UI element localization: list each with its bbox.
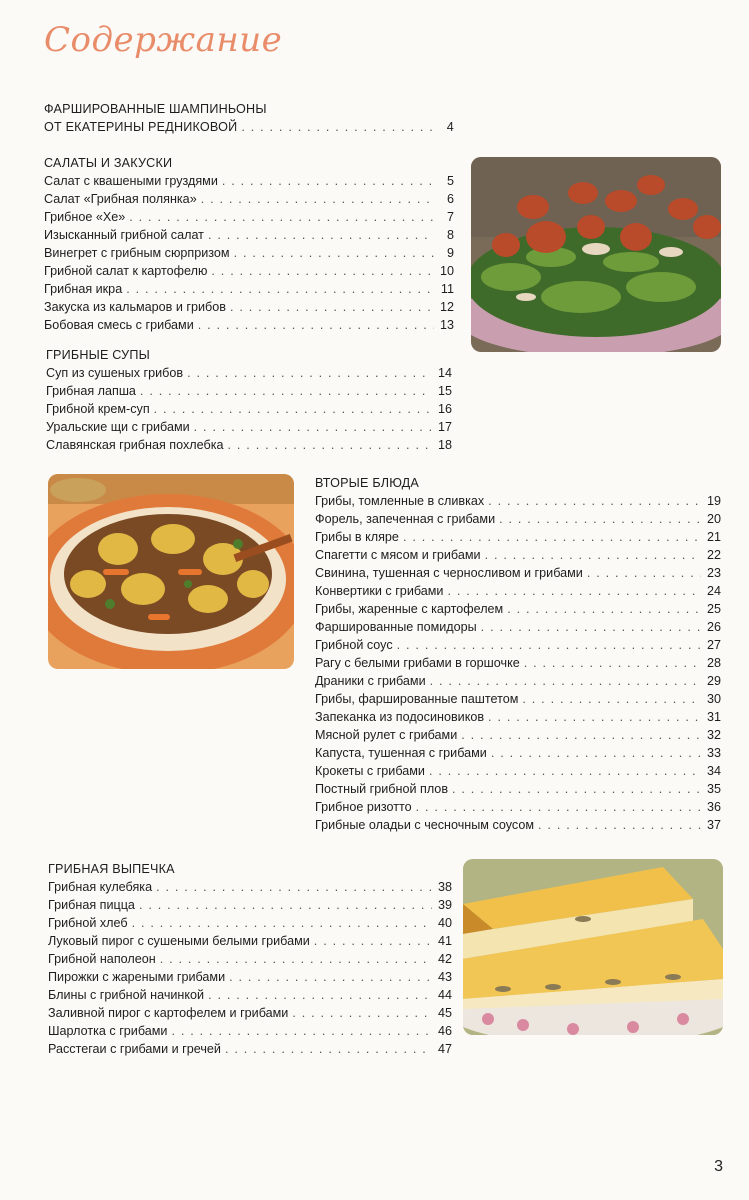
- dot-leader: [430, 672, 701, 690]
- dot-leader: [587, 564, 701, 582]
- page-ref: 21: [706, 530, 721, 544]
- dot-leader: [416, 798, 701, 816]
- dot-leader: [211, 262, 434, 280]
- dot-leader: [507, 600, 701, 618]
- dot-leader: [171, 1022, 432, 1040]
- dot-leader: [397, 636, 701, 654]
- page-ref: 46: [437, 1024, 452, 1038]
- dot-leader: [132, 914, 432, 932]
- entry-title: Грибы, жаренные с картофелем: [315, 602, 504, 616]
- page-ref: 28: [706, 656, 721, 670]
- entry-title: Грибное ризотто: [315, 800, 412, 814]
- page-ref: 26: [706, 620, 721, 634]
- page-ref: 35: [706, 782, 721, 796]
- toc-entry[interactable]: [44, 316, 454, 334]
- dot-leader: [403, 528, 701, 546]
- page-ref: 45: [437, 1006, 452, 1020]
- toc-entry[interactable]: [315, 600, 721, 618]
- entry-title: Грибной крем-суп: [46, 402, 150, 416]
- toc-section-soups: [46, 346, 452, 454]
- toc-entry[interactable]: [315, 690, 721, 708]
- page-ref: 5: [446, 174, 454, 188]
- page-ref: 37: [706, 818, 721, 832]
- entry-title: Конвертики с грибами: [315, 584, 444, 598]
- entry-title: Луковый пирог с сушеными белыми грибами: [48, 934, 310, 948]
- toc-entry[interactable]: [44, 244, 454, 262]
- dot-leader: [194, 418, 432, 436]
- dot-leader: [485, 546, 701, 564]
- page-ref: 38: [437, 880, 452, 894]
- toc-entry[interactable]: [44, 262, 454, 280]
- page-ref: 19: [706, 494, 721, 508]
- entry-title: Бобовая смесь с грибами: [44, 318, 194, 332]
- toc-section-bakery: [48, 860, 452, 1058]
- section-heading: ВТОРЫЕ БЛЮДА: [315, 476, 419, 490]
- dot-leader: [488, 492, 701, 510]
- entry-title: Грибы в кляре: [315, 530, 399, 544]
- entry-title: Постный грибной плов: [315, 782, 449, 796]
- toc-entry[interactable]: ОТ ЕКАТЕРИНЫ РЕДНИКОВОЙ . . . 4: [44, 118, 454, 136]
- toc-entry[interactable]: [315, 654, 721, 672]
- page-ref: 29: [706, 674, 721, 688]
- toc-entry[interactable]: [315, 798, 721, 816]
- entry-title: Салат с квашеными груздями: [44, 174, 218, 188]
- toc-entry[interactable]: [315, 672, 721, 690]
- toc-entry[interactable]: [315, 780, 721, 798]
- dot-leader: [447, 582, 701, 600]
- dot-leader: [129, 208, 434, 226]
- entry-title: Грибной наполеон: [48, 952, 156, 966]
- page-ref: 32: [706, 728, 721, 742]
- dot-leader: [491, 744, 701, 762]
- dot-leader: [481, 618, 701, 636]
- toc-entry[interactable]: [44, 190, 454, 208]
- dot-leader: [452, 780, 701, 798]
- page-ref: 6: [446, 192, 454, 206]
- entry-title: Капуста, тушенная с грибами: [315, 746, 487, 760]
- toc-entry[interactable]: [48, 1040, 452, 1058]
- page-ref: 23: [706, 566, 721, 580]
- dot-leader: [229, 968, 432, 986]
- toc-entry[interactable]: [315, 816, 721, 834]
- entry-title: Мясной рулет с грибами: [315, 728, 458, 742]
- dot-leader: [488, 708, 701, 726]
- toc-entry[interactable]: [44, 280, 454, 298]
- page-ref: 22: [706, 548, 721, 562]
- page-ref: 36: [706, 800, 721, 814]
- toc-entry[interactable]: [48, 968, 452, 986]
- section-heading: САЛАТЫ И ЗАКУСКИ: [44, 156, 173, 170]
- salad-photo: [471, 157, 721, 352]
- dot-leader: [234, 244, 434, 262]
- page-number: 3: [714, 1158, 723, 1175]
- toc-entry[interactable]: [315, 510, 721, 528]
- dot-leader: [241, 118, 434, 136]
- toc-entry[interactable]: [48, 914, 452, 932]
- toc-entry[interactable]: [48, 896, 452, 914]
- dot-leader: [499, 510, 701, 528]
- dot-leader: [139, 896, 432, 914]
- toc-section-salads: [44, 154, 454, 334]
- entry-title: Блины с грибной начинкой: [48, 988, 205, 1002]
- toc-entry[interactable]: [48, 878, 452, 896]
- page-ref: 14: [437, 366, 452, 380]
- dot-leader: [140, 382, 432, 400]
- dot-leader: [230, 298, 434, 316]
- dot-leader: [429, 762, 701, 780]
- toc-entry-title-line[interactable]: ФАРШИРОВАННЫЕ ШАМПИНЬОНЫ: [44, 102, 267, 116]
- entry-title: Расстегаи с грибами и гречей: [48, 1042, 221, 1056]
- entry-title: Пирожки с жареными грибами: [48, 970, 226, 984]
- page-ref: 34: [706, 764, 721, 778]
- page-ref: 13: [439, 318, 454, 332]
- entry-title: Грибы, фаршированные паштетом: [315, 692, 519, 706]
- toc-entry[interactable]: [315, 726, 721, 744]
- toc-section-mains: [315, 474, 721, 834]
- entry-title: Фаршированные помидоры: [315, 620, 477, 634]
- toc-entry[interactable]: [315, 762, 721, 780]
- entry-title: Уральские щи с грибами: [46, 420, 190, 434]
- toc-entry[interactable]: [48, 1004, 452, 1022]
- section-heading: ГРИБНАЯ ВЫПЕЧКА: [48, 862, 175, 876]
- entry-title: Грибной салат к картофелю: [44, 264, 208, 278]
- entry-title: Закуска из кальмаров и грибов: [44, 300, 226, 314]
- entry-title: Славянская грибная похлебка: [46, 438, 224, 452]
- dot-leader: [187, 364, 432, 382]
- entry-title: Рагу с белыми грибами в горшочке: [315, 656, 520, 670]
- page-ref: 33: [706, 746, 721, 760]
- dot-leader: [522, 690, 701, 708]
- toc-entry[interactable]: [44, 298, 454, 316]
- page-ref: 4: [446, 120, 454, 134]
- entry-title: Свинина, тушенная с черносливом и грибами: [315, 566, 583, 580]
- dot-leader: [222, 172, 434, 190]
- dot-leader: [154, 400, 432, 418]
- entry-title: Изысканный грибной салат: [44, 228, 204, 242]
- entry-title: Грибы, томленные в сливках: [315, 494, 485, 508]
- entry-title: Драники с грибами: [315, 674, 426, 688]
- toc-entry[interactable]: [315, 618, 721, 636]
- toc-entry[interactable]: [315, 636, 721, 654]
- page-ref: 30: [706, 692, 721, 706]
- dot-leader: [126, 280, 434, 298]
- entry-title: Грибные оладьи с чесночным соусом: [315, 818, 535, 832]
- entry-title: Грибной соус: [315, 638, 393, 652]
- page-ref: 16: [437, 402, 452, 416]
- page-ref: 39: [437, 898, 452, 912]
- page-ref: 25: [706, 602, 721, 616]
- page-ref: 24: [706, 584, 721, 598]
- toc-entry[interactable]: [315, 528, 721, 546]
- dot-leader: [228, 436, 433, 454]
- toc-entry[interactable]: [315, 492, 721, 510]
- dot-leader: [461, 726, 701, 744]
- page-ref: 40: [437, 916, 452, 930]
- toc-entry[interactable]: [48, 932, 452, 950]
- entry-title: Шарлотка с грибами: [48, 1024, 168, 1038]
- entry-title: Грибная пицца: [48, 898, 135, 912]
- page-ref: 7: [446, 210, 454, 224]
- toc-entry[interactable]: [315, 708, 721, 726]
- dot-leader: [208, 986, 432, 1004]
- dot-leader: [225, 1040, 432, 1058]
- toc-entry[interactable]: [46, 436, 452, 454]
- dot-leader: [156, 878, 432, 896]
- toc-section-intro: [44, 100, 454, 136]
- section-heading: ГРИБНЫЕ СУПЫ: [46, 348, 150, 362]
- toc-entry[interactable]: [46, 382, 452, 400]
- entry-title: Спагетти с мясом и грибами: [315, 548, 481, 562]
- toc-entry[interactable]: [48, 950, 452, 968]
- entry-title: Грибное «Хе»: [44, 210, 126, 224]
- dot-leader: [524, 654, 701, 672]
- page-ref: 15: [437, 384, 452, 398]
- toc-entry[interactable]: [48, 986, 452, 1004]
- page-ref: 17: [437, 420, 452, 434]
- dot-leader: [198, 316, 434, 334]
- dot-leader: [292, 1004, 432, 1022]
- dot-leader: [201, 190, 434, 208]
- toc-entry[interactable]: [315, 564, 721, 582]
- dot-leader: [160, 950, 432, 968]
- entry-title: Грибной хлеб: [48, 916, 128, 930]
- entry-title: Грибная икра: [44, 282, 123, 296]
- toc-entry[interactable]: [44, 226, 454, 244]
- toc-entry[interactable]: [315, 546, 721, 564]
- page-ref: 42: [437, 952, 452, 966]
- page-ref: 10: [439, 264, 454, 278]
- entry-title: Суп из сушеных грибов: [46, 366, 184, 380]
- dot-leader: [314, 932, 432, 950]
- entry-title: Крокеты с грибами: [315, 764, 425, 778]
- page-ref: 31: [706, 710, 721, 724]
- toc-entry[interactable]: [315, 582, 721, 600]
- entry-title: Запеканка из подосиновиков: [315, 710, 485, 724]
- page-ref: 8: [446, 228, 454, 242]
- pie-photo: [463, 859, 723, 1035]
- dot-leader: [538, 816, 701, 834]
- stew-photo: [48, 474, 294, 669]
- entry-title: Заливной пирог с картофелем и грибами: [48, 1006, 289, 1020]
- dot-leader: [208, 226, 434, 244]
- toc-entry[interactable]: [48, 1022, 452, 1040]
- toc-entry[interactable]: [46, 400, 452, 418]
- toc-entry[interactable]: [315, 744, 721, 762]
- toc-entry[interactable]: [46, 364, 452, 382]
- page-ref: 20: [706, 512, 721, 526]
- page-ref: 47: [437, 1042, 452, 1056]
- toc-entry[interactable]: [44, 208, 454, 226]
- page-ref: 9: [446, 246, 454, 260]
- page-ref: 44: [437, 988, 452, 1002]
- page-ref: 18: [437, 438, 452, 452]
- toc-entry[interactable]: [44, 172, 454, 190]
- page-ref: 11: [440, 282, 454, 296]
- page-title: Содержание: [44, 20, 283, 60]
- page-ref: 43: [437, 970, 452, 984]
- entry-title: Грибная кулебяка: [48, 880, 153, 894]
- entry-title: Грибная лапша: [46, 384, 136, 398]
- toc-entry[interactable]: [46, 418, 452, 436]
- entry-title: Винегрет с грибным сюрпризом: [44, 246, 230, 260]
- page-ref: 41: [437, 934, 452, 948]
- entry-title: Форель, запеченная с грибами: [315, 512, 496, 526]
- page-ref: 27: [706, 638, 721, 652]
- entry-title: Салат «Грибная полянка»: [44, 192, 197, 206]
- page-ref: 12: [439, 300, 454, 314]
